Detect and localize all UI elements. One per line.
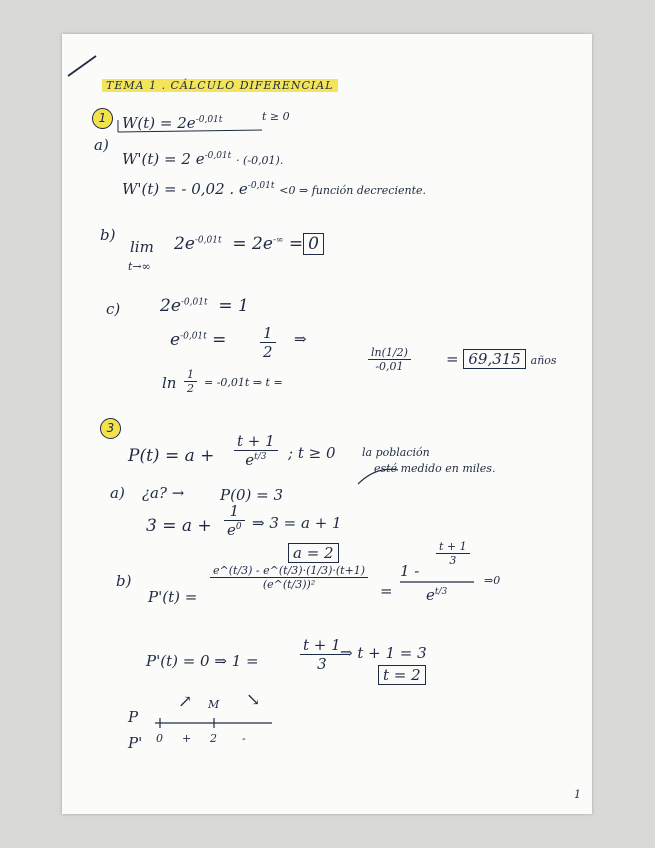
p-prime-den-2: $e^{t/3}$ xyxy=(426,586,448,604)
w-derivative-1: W'(t) = 2 $e^{-0,01t} \cdot (-0,01)$. xyxy=(122,150,284,168)
part-c-label: c) xyxy=(106,300,121,318)
sign-two: 2 xyxy=(210,732,217,745)
limit-subscript: t→∞ xyxy=(128,260,151,273)
half-life-result: 69,315 xyxy=(463,349,526,369)
c-line-3-mid: = -0,01t ⇒ t = xyxy=(204,376,283,389)
a-question: ¿a? → xyxy=(142,484,185,502)
limit: lim xyxy=(130,238,154,256)
w-definition: $W(t) = 2e^{-0,01t}$ xyxy=(122,114,223,132)
decreasing-arrow: ↘ xyxy=(246,690,261,710)
note-line-2: esté medido en miles. xyxy=(374,462,496,475)
a-line-2-tail: ⇒ 3 = a + 1 xyxy=(252,514,342,532)
c-line-2-fraction: $\frac{1}{2}$ xyxy=(260,324,276,361)
w-derivative-2: W'(t) = - 0,02 . $e^{-0,01t} <0$ ⇒ función decreciente. xyxy=(122,180,427,198)
p-prime-zero-fraction: $\frac{t + 1}{3}$ xyxy=(300,636,344,673)
part-b-label-3: b) xyxy=(116,572,132,590)
w-condition: t ≥ 0 xyxy=(262,110,290,123)
increasing-arrow: ↗ xyxy=(178,692,193,712)
exercise-number-3: 3 xyxy=(100,418,121,439)
p-prime-num-2: 1 - xyxy=(400,562,420,580)
c-line-3-half: $\frac{1}{2}$ xyxy=(184,368,197,395)
p-prime-zero: ⇒0 xyxy=(484,574,501,587)
sign-plus: + xyxy=(182,732,192,745)
p-prime-fraction-bar xyxy=(62,34,592,814)
note-line-1: la población xyxy=(362,446,430,459)
notebook-page xyxy=(62,34,592,814)
p-prime: P'(t) = xyxy=(148,588,198,606)
limit-expression: $2e^{-0,01t} = 2e^{-\infty} = 0$ xyxy=(174,234,324,254)
sign-row-p: P xyxy=(128,708,139,726)
p-prime-inner-fraction: $\frac{t + 1}{3}$ xyxy=(436,540,470,567)
sign-minus: - xyxy=(242,732,246,745)
a-line-2-fraction: $\frac{1}{e^0}$ xyxy=(224,502,245,539)
a-p0: P(0) = 3 xyxy=(220,486,283,504)
p-definition: P(t) = a + xyxy=(128,446,215,466)
a-line-2: 3 = a + xyxy=(146,516,212,536)
page-number: 1 xyxy=(574,788,581,801)
part-a-label-3: a) xyxy=(110,484,125,502)
c-line-2: $e^{-0,01t}$ = xyxy=(170,330,227,350)
c-line-3-result: = 69,315 años xyxy=(446,350,557,368)
exercise-number-1: 1 xyxy=(92,108,113,129)
c-line-2-implies: ⇒ xyxy=(294,330,307,348)
page-title: TEMA 1 . CÁLCULO DIFERENCIAL xyxy=(102,74,338,93)
part-a-label: a) xyxy=(94,136,109,154)
p-prime-eq: = xyxy=(380,582,393,600)
a-result: a = 2 xyxy=(288,544,339,562)
sign-row-pp: P' xyxy=(128,734,143,752)
sign-zero: 0 xyxy=(156,732,163,745)
p-prime-fraction: $\frac{e\^{}(t/3) - e\^{}(t/3)\cdot(1/3)\cdot(t+1)}{\text{(e\textasciicircum{}(t/3))²}}$ xyxy=(210,564,368,591)
maximum-label: M xyxy=(208,698,220,711)
c-line-3-fraction: $\frac{\ln(1/2)}{-0,01}$ xyxy=(368,346,411,373)
part-b-label: b) xyxy=(100,226,116,244)
c-line-3-ln: ln xyxy=(162,374,177,392)
p-prime-zero-tail: ⇒ t + 1 = 3 xyxy=(340,644,427,662)
p-condition: ; t ≥ 0 xyxy=(288,444,336,462)
critical-point-result: t = 2 xyxy=(378,666,426,684)
p-prime-zero-eq: P'(t) = 0 ⇒ 1 = xyxy=(146,652,259,670)
limit-result: 0 xyxy=(303,233,324,255)
p-definition-fraction: $\frac{t + 1}{e^{t/3}}$ xyxy=(234,432,278,469)
c-line-1: $2e^{-0,01t} = 1$ xyxy=(160,296,249,316)
